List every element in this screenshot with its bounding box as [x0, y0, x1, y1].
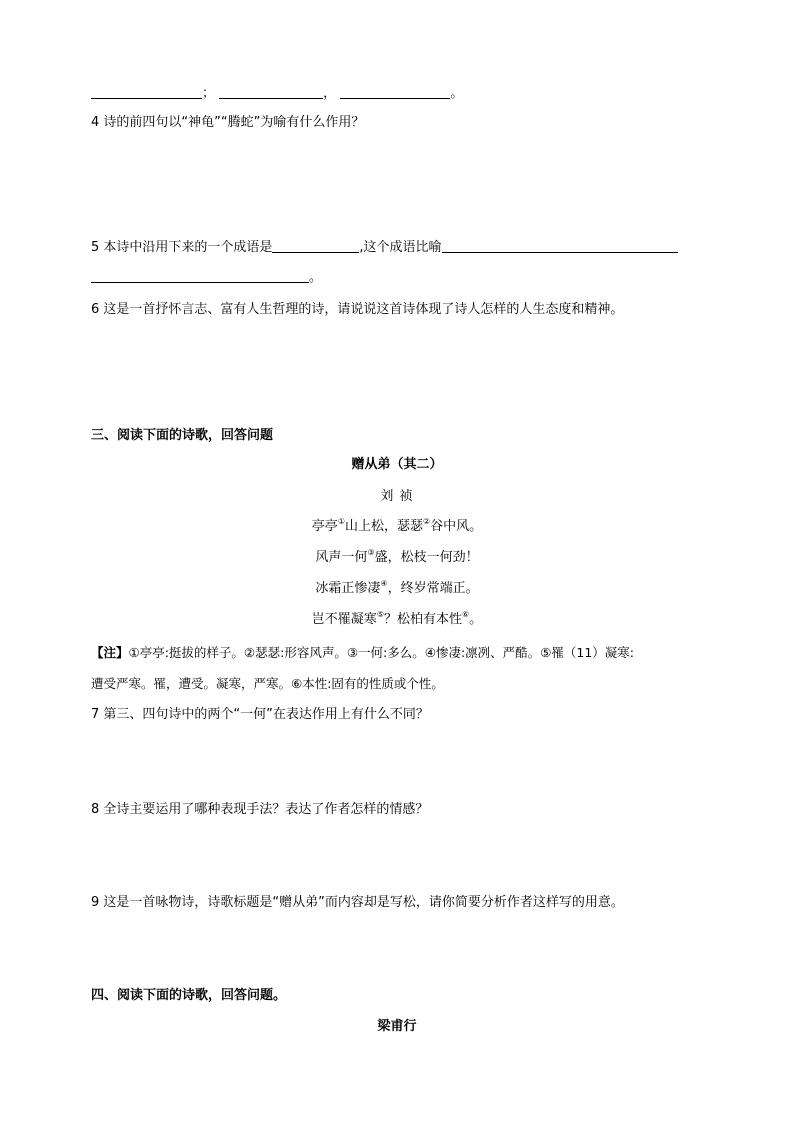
- question-9: 9 这是一首咏物诗，诗歌标题是“赠从弟”而内容却是写松，请你简要分析作者这样写的用意。: [91, 895, 624, 910]
- answer-blank[interactable]: [442, 238, 678, 253]
- question-5-part2: ,这个成语比喻: [359, 240, 442, 255]
- poem-author: 刘 祯: [380, 489, 414, 504]
- footnote-marker: ②: [423, 517, 431, 526]
- poem-line: 风声一何③盛，松枝一何劲！: [315, 548, 479, 565]
- question-6: 6 这是一首抒怀言志、富有人生哲理的诗，请说说这首诗体现了诗人怎样的人生态度和精神。: [91, 302, 624, 317]
- answer-blank[interactable]: [272, 238, 359, 253]
- question-5-cont: [91, 268, 322, 287]
- separator: ，: [323, 86, 337, 101]
- poem-title: 赠从弟（其二）: [351, 457, 443, 472]
- line-end: 。: [309, 270, 323, 285]
- line-end: 。: [450, 86, 464, 101]
- footnote-marker: ④: [380, 579, 388, 588]
- poem-line: 亭亭①山上松，瑟瑟②谷中风。: [311, 517, 483, 534]
- question-4: 4 诗的前四句以“神龟”“腾蛇”为喻有什么作用？: [91, 115, 365, 130]
- separator: ；: [202, 86, 216, 101]
- section-4-heading: 四、阅读下面的诗歌，回答问题。: [91, 988, 287, 1003]
- question-5: [91, 238, 678, 257]
- note-label: 【注】: [91, 645, 129, 660]
- footnote-marker: ③: [367, 548, 375, 557]
- footnote-marker: ①: [337, 517, 345, 526]
- question-5-part1: 5 本诗中沿用下来的一个成语是: [91, 240, 273, 255]
- footnote-marker: ⑥: [462, 610, 470, 619]
- question-8: 8 全诗主要运用了哪种表现手法？表达了作者怎样的情感？: [91, 802, 429, 817]
- section-3-heading: 三、阅读下面的诗歌，回答问题: [91, 428, 274, 443]
- question-7: 7 第三、四句诗中的两个“一何”在表达作用上有什么不同？: [91, 707, 429, 722]
- poem-line: 岂不罹凝寒⑤？松柏有本性⑥。: [311, 610, 483, 627]
- answer-blank[interactable]: [91, 84, 202, 99]
- answer-blank[interactable]: [340, 84, 450, 99]
- poem-title: 梁甫行: [377, 1019, 417, 1034]
- footnote-marker: ⑤: [376, 610, 384, 619]
- poem-note-cont: 遭受严寒。罹，遭受。凝寒，严寒。⑥本性:固有的性质或个性。: [91, 676, 444, 691]
- fill-blank-line: [91, 84, 463, 103]
- poem-note: 【注】①亭亭:挺拔的样子。②瑟瑟:形容风声。③一何:多么。④惨凄:凛冽、严酷。⑤罹（11）凝寒:: [91, 645, 635, 660]
- answer-blank[interactable]: [219, 84, 323, 99]
- answer-blank[interactable]: [91, 268, 309, 283]
- poem-line: 冰霜正惨凄④，终岁常端正。: [315, 579, 479, 596]
